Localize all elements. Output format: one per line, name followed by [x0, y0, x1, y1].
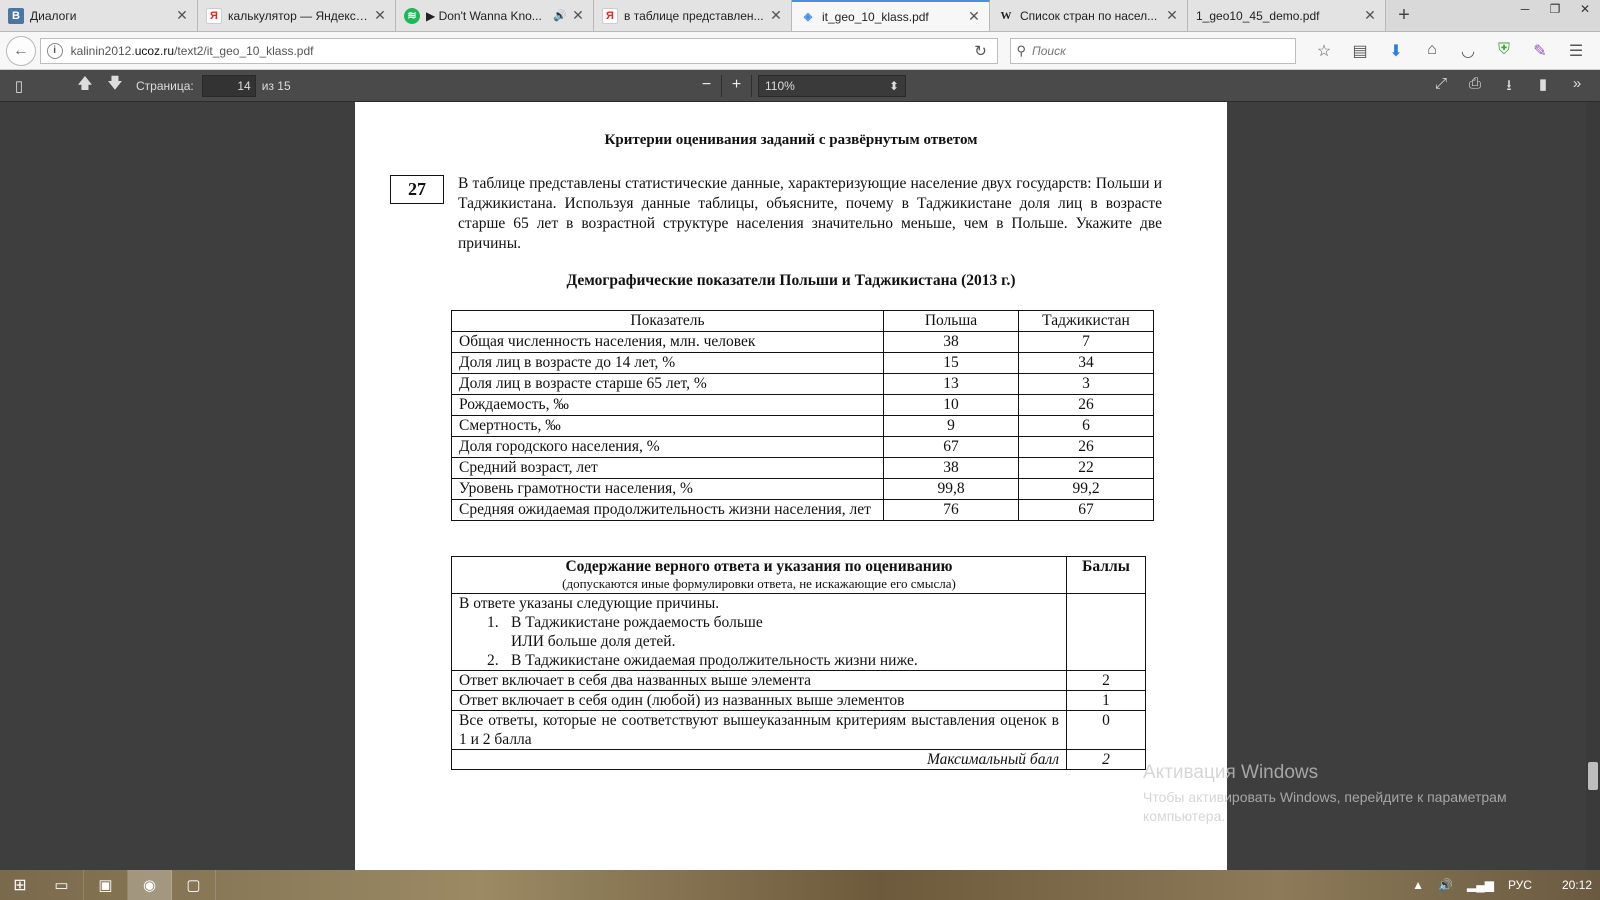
table-cell: Средний возраст, лет [452, 458, 884, 479]
wikipedia-icon: W [1000, 9, 1012, 22]
table-cell: Доля лиц в возрасте старше 65 лет, % [452, 374, 884, 395]
windows-activation-watermark [1143, 762, 1507, 826]
previous-page-icon[interactable]: 🡅 [77, 75, 93, 92]
tray-arrow-icon[interactable]: ▲ [1412, 878, 1425, 892]
search-input[interactable] [1032, 44, 1289, 58]
close-icon[interactable]: ✕ [968, 8, 980, 24]
yandex-icon: Я [602, 8, 618, 24]
tab-title: ▶ Don't Wanna Kno... [426, 8, 542, 23]
scoring-header-content [452, 557, 1067, 594]
answer-points-cell [1067, 594, 1146, 671]
list-number: 2. [487, 652, 499, 669]
reload-icon[interactable]: ↻ [974, 42, 987, 60]
table-header-row [452, 311, 1154, 332]
table-cell: Доля лиц в возрасте до 14 лет, % [452, 353, 884, 374]
tab-title: Диалоги [30, 8, 77, 23]
home-icon[interactable]: ⌂ [1427, 40, 1437, 58]
table-row [452, 374, 1154, 395]
scrollbar-thumb[interactable] [1588, 762, 1598, 790]
yandex-icon: Я [206, 8, 222, 24]
vk-icon: В [8, 8, 24, 24]
close-window-icon[interactable]: ✕ [1579, 2, 1591, 16]
save-icon[interactable]: ⭳ [1506, 77, 1512, 94]
download-icon[interactable]: ⬇ [1389, 42, 1403, 60]
windows-start-icon[interactable]: ⊞ [13, 877, 27, 894]
tab-title: it_geo_10_klass.pdf [822, 9, 929, 24]
sidebar-toggle-icon[interactable]: ▯ [14, 77, 24, 95]
scoring-points: 1 [1067, 691, 1146, 711]
tools-menu-icon[interactable]: » [1572, 75, 1582, 92]
bookmark-star-icon[interactable]: ☆ [1316, 42, 1332, 60]
search-icon: ⚲ [1016, 42, 1027, 58]
table-cell: 22 [1019, 458, 1154, 479]
scoring-row [452, 671, 1146, 691]
scoring-header-points: Баллы [1067, 557, 1146, 594]
zoom-value: 110% [765, 79, 795, 93]
list-item [487, 651, 1059, 670]
select-arrow-icon: ⬍ [888, 79, 899, 93]
table-row [452, 458, 1154, 479]
table-cell: 13 [884, 374, 1019, 395]
toolbar-icons [1306, 41, 1594, 61]
criteria-title: Критерии оценивания заданий с развёрнутым ответом [604, 132, 978, 148]
close-icon[interactable]: ✕ [1166, 7, 1178, 23]
feather-icon[interactable]: ✎ [1533, 42, 1547, 60]
list-item-line: В Таджикистане рождаемость больше [511, 614, 763, 631]
table-row [452, 479, 1154, 500]
table-cell: 7 [1019, 332, 1154, 353]
scoring-row [452, 711, 1146, 750]
new-tab-button[interactable]: + [1398, 4, 1410, 26]
firefox-icon[interactable]: ◉ [128, 870, 172, 900]
table-cell: 6 [1019, 416, 1154, 437]
table-cell: 99,8 [884, 479, 1019, 500]
tab-calculator[interactable] [198, 0, 396, 31]
table-cell: 76 [884, 500, 1019, 521]
tab-dialogs[interactable] [0, 0, 198, 31]
watermark-text [1143, 788, 1507, 826]
table-cell: 34 [1019, 353, 1154, 374]
table-row [452, 500, 1154, 521]
table-cell: 26 [1019, 437, 1154, 458]
close-icon[interactable]: ✕ [770, 7, 782, 23]
close-icon[interactable]: ✕ [176, 7, 188, 23]
answer-intro: В ответе указаны следующие причины. [459, 595, 720, 612]
list-number: 1. [487, 614, 499, 631]
pdf-toolbar [0, 70, 1600, 102]
scoring-answer-row [452, 594, 1146, 671]
print-icon[interactable]: ⎙ [1468, 75, 1481, 92]
scoring-header-row [452, 557, 1146, 594]
table-row [452, 353, 1154, 374]
max-score-label: Максимальный балл [452, 750, 1067, 770]
shield-icon[interactable]: ⛨ [1497, 40, 1510, 58]
bookmark-icon[interactable]: ▮ [1538, 76, 1548, 93]
tab-title: в таблице представлен... [624, 8, 764, 23]
scoring-text: Ответ включает в себя один (любой) из названных выше элементов [452, 691, 1067, 711]
table-cell: Уровень грамотности населения, % [452, 479, 884, 500]
table-cell: 26 [1019, 395, 1154, 416]
table-cell: 38 [884, 332, 1019, 353]
network-icon[interactable]: ▂▄▆ [1466, 878, 1494, 892]
scoring-table [451, 556, 1146, 770]
pdf-right-tools [1424, 75, 1594, 100]
close-icon[interactable]: ✕ [572, 7, 584, 23]
search-bar[interactable] [1010, 38, 1297, 64]
task-number-box: 27 [390, 175, 444, 204]
list-item-line: ИЛИ больше доля детей. [511, 633, 676, 650]
scrollbar[interactable] [1586, 102, 1600, 870]
next-page-icon[interactable]: 🡇 [107, 75, 123, 92]
clock[interactable]: 20:12 [1561, 878, 1592, 892]
url-text[interactable]: kalinin2012.ucoz.ru/text2/it_geo_10_klass.pdf [70, 43, 314, 58]
table-cell: 9 [884, 416, 1019, 437]
watermark-line: компьютера. [1143, 808, 1226, 824]
volume-icon[interactable]: 🔊 [1438, 878, 1453, 892]
table-cell: 3 [1019, 374, 1154, 395]
system-tray [1398, 870, 1592, 900]
task-text: В таблице представлены статистические данные, характеризующие население двух государств: Польши и Таджикистана. Используя данные таблицы, объясните, почему в Таджикистане доля лиц в возрасте старше 65 лет в возрастной структуре населения значительно меньше, чем в Польше. Укажите две причины. [458, 175, 1162, 252]
scoring-header-main: Содержание верного ответа и указания по оцениванию [565, 558, 953, 575]
speaker-icon[interactable]: 🔊 [553, 10, 567, 22]
tab-title: 1_geo10_45_demo.pdf [1196, 8, 1320, 23]
tab-wikipedia[interactable] [990, 0, 1188, 31]
menu-icon[interactable]: ☰ [1568, 42, 1584, 60]
close-icon[interactable]: ✕ [1364, 7, 1376, 23]
zoom-in-button[interactable]: + [722, 75, 752, 97]
pocket-icon[interactable]: ◡ [1461, 42, 1475, 60]
tab-pdf-active[interactable] [792, 0, 990, 31]
tab-search-table[interactable] [594, 0, 792, 31]
address-bar[interactable] [40, 38, 998, 64]
table-cell: 10 [884, 395, 1019, 416]
table-cell: Смертность, ‰ [452, 416, 884, 437]
taskbar [0, 870, 1600, 900]
table-header-cell: Показатель [452, 311, 884, 332]
tab-title: калькулятор — Яндекс:... [228, 8, 369, 23]
back-button[interactable]: ← [6, 36, 36, 66]
maximize-icon[interactable]: ❐ [1549, 2, 1561, 16]
scoring-text: Ответ включает в себя два названных выше элемента [452, 671, 1067, 691]
scoring-max-row [452, 750, 1146, 770]
pdf-page [355, 102, 1227, 870]
navigation-bar [0, 32, 1600, 70]
max-score-value: 2 [1067, 750, 1146, 770]
table-cell: Рождаемость, ‰ [452, 395, 884, 416]
page-label: Страница: [136, 78, 194, 93]
table-row [452, 416, 1154, 437]
minimize-icon[interactable]: ─ [1520, 2, 1530, 16]
close-icon[interactable]: ✕ [374, 7, 386, 23]
list-item-line: В Таджикистане ожидаемая продолжительность жизни ниже. [511, 652, 918, 669]
scoring-text: Все ответы, которые не соответствуют вышеуказанным критериям выставления оценок в 1 и 2 балла [452, 711, 1067, 750]
list-item [487, 613, 1059, 651]
table-row [452, 437, 1154, 458]
zoom-select[interactable] [758, 75, 906, 97]
file-explorer-icon[interactable]: ▭ [40, 870, 84, 900]
window-controls [1510, 0, 1600, 20]
scoring-header-sub: (допускаются иные формулировки ответа, не искажающие его смысла) [562, 576, 956, 591]
info-icon[interactable]: i [47, 43, 63, 59]
tab-demo-pdf[interactable] [1188, 0, 1386, 31]
app-window-icon[interactable]: ▢ [172, 870, 216, 900]
table-cell: 67 [884, 437, 1019, 458]
scoring-row [452, 691, 1146, 711]
zoom-controls [692, 75, 906, 97]
page-total: из 15 [261, 78, 291, 93]
page-number-input[interactable] [202, 75, 256, 97]
table-row [452, 332, 1154, 353]
watermark-title: Активация Windows [1143, 762, 1319, 783]
answer-list [487, 613, 1059, 670]
pdf-viewer [0, 102, 1600, 870]
answer-content [452, 594, 1067, 671]
table-header-cell: Польша [884, 311, 1019, 332]
tab-music[interactable] [396, 0, 594, 31]
demographics-table [451, 310, 1154, 521]
file-manager-icon[interactable]: ▣ [84, 870, 128, 900]
spotify-icon: ≋ [404, 8, 420, 24]
table-cell: Общая численность населения, млн. человек [452, 332, 884, 353]
scoring-points: 0 [1067, 711, 1146, 750]
tab-title: Список стран по насел... [1020, 8, 1158, 23]
table-cell: 67 [1019, 500, 1154, 521]
watermark-line: Чтобы активировать Windows, перейдите к параметрам [1143, 789, 1507, 805]
table-cell: 15 [884, 353, 1019, 374]
tab-bar [0, 0, 1600, 32]
table-cell: Доля городского населения, % [452, 437, 884, 458]
table-title: Демографические показатели Польши и Таджикистана (2013 г.) [566, 272, 1016, 289]
presentation-mode-icon[interactable]: ⤢ [1434, 75, 1447, 92]
table-header-cell: Таджикистан [1019, 311, 1154, 332]
scoring-points: 2 [1067, 671, 1146, 691]
table-cell: Средняя ожидаемая продолжительность жизни населения, лет [452, 500, 884, 521]
table-cell: 99,2 [1019, 479, 1154, 500]
table-cell: 38 [884, 458, 1019, 479]
pdf-icon: ◈ [803, 11, 813, 23]
table-row [452, 395, 1154, 416]
reading-list-icon[interactable]: ▤ [1352, 42, 1368, 60]
zoom-out-button[interactable]: − [692, 75, 722, 97]
language-indicator[interactable]: РУС [1507, 878, 1532, 892]
